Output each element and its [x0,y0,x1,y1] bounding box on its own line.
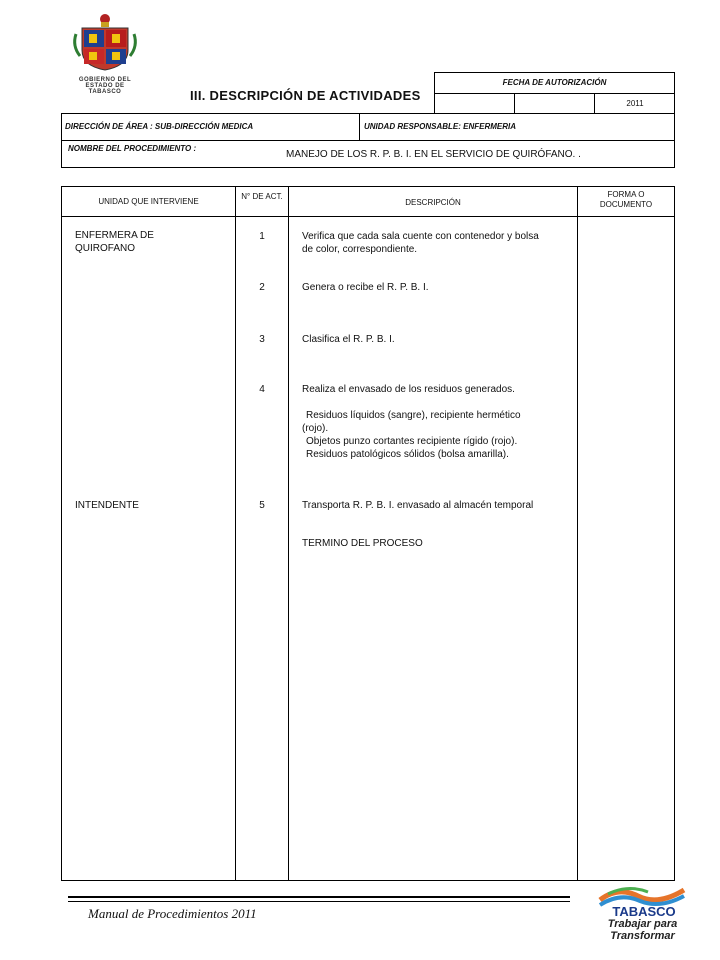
activity-description [302,499,574,512]
residue-item: (rojo). [302,423,329,434]
description-line: Clasifica el R. P. B. I. [302,334,395,345]
tabasco-brand-logo [580,882,705,942]
area-info-box [61,113,675,141]
column-header-forma: FORMA O DOCUMENTO [599,190,653,209]
logo-line-2: ESTADO DE [85,83,125,89]
residue-item: Residuos líquidos (sangre), recipiente hermético [306,410,521,421]
unidad-responsable: UNIDAD RESPONSABLE: ENFERMERIA [364,122,517,131]
coat-of-arms-icon [70,12,140,72]
tabasco-slogan: Trabajar para Transformar [607,918,678,942]
procedure-name-label: NOMBRE DEL PROCEDIMIENTO : [68,144,197,153]
activity-description [302,333,574,346]
footer-rule [68,896,570,898]
unit-intendente: INTENDENTE [75,500,139,511]
activity-number: 3 [259,334,265,345]
description-line: Verifica que cada sala cuente con contenedor y bolsa [302,231,539,242]
end-of-process: TERMINO DEL PROCESO [302,538,423,549]
footer-rule-thin [68,901,570,902]
activity-description [302,383,574,396]
column-header-unidad: UNIDAD QUE INTERVIENE [98,197,199,206]
procedure-name-box [61,140,675,168]
tabasco-brand-name: TABASCO [612,904,676,919]
section-title: III. DESCRIPCIÓN DE ACTIVIDADES [190,88,421,103]
description-line: Transporta R. P. B. I. envasado al almacén temporal [302,500,534,511]
activity-description [302,230,574,256]
procedure-name-value: MANEJO DE LOS R. P. B. I. EN EL SERVICIO DE QUIRÓFANO. . [286,149,581,160]
activity-number: 5 [259,500,265,511]
activities-table [61,186,675,881]
residue-item: Residuos patológicos sólidos (bolsa amarilla). [306,449,509,460]
direccion-area: DIRECCIÓN DE ÁREA : SUB-DIRECCIÓN MEDICA [65,122,254,131]
description-line: Realiza el envasado de los residuos generados. [302,384,515,395]
logo-line-3: TABASCO [88,89,122,95]
manual-caption: Manual de Procedimientos 2011 [88,906,257,921]
activity-number: 4 [259,384,265,395]
description-line: Genera o recibe el R. P. B. I. [302,282,429,293]
residue-list [302,409,574,461]
logo-line-1: GOBIERNO DEL [78,77,132,83]
residue-item: Objetos punzo cortantes recipiente rígido (rojo). [306,436,518,447]
activity-number: 2 [259,282,265,293]
authorization-year: 2011 [626,99,644,108]
unit-enfermera: ENFERMERA DE QUIROFANO [75,230,154,254]
column-header-num: N° DE ACT. [241,192,283,201]
state-logo [70,12,140,94]
authorization-date-label: FECHA DE AUTORIZACIÓN [502,78,607,87]
authorization-date-box [434,72,675,114]
activity-description [302,281,574,294]
description-line: de color, correspondiente. [302,244,418,255]
column-header-descripcion: DESCRIPCIÓN [405,198,461,207]
activity-number: 1 [259,231,265,242]
